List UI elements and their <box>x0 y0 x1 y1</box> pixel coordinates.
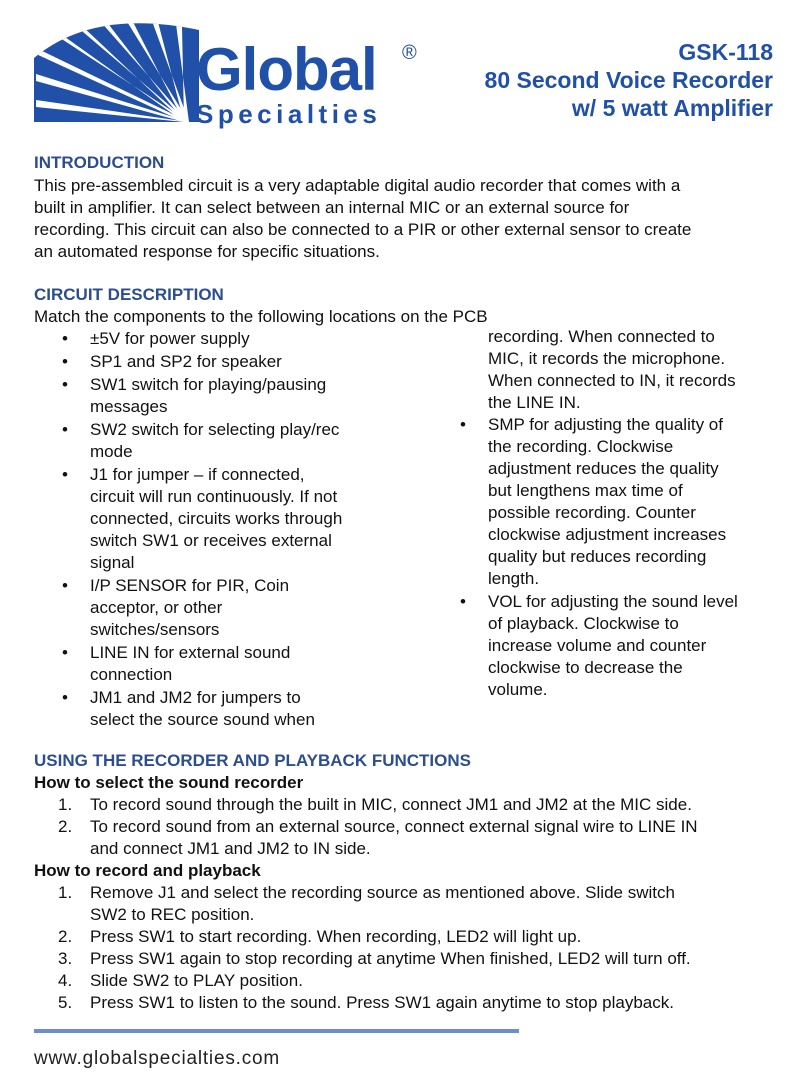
bullet: • <box>62 643 68 662</box>
usage-heading: USING THE RECORDER AND PLAYBACK FUNCTIONS <box>34 751 471 770</box>
bullet: • <box>62 352 68 371</box>
list-item: 2. To record sound from an external source, connect external signal wire to LINE IN and connect JM1 and JM2 to IN side. <box>58 817 698 858</box>
list-item: • SMP for adjusting the quality of the recording. Clockwise adjustment reduces the quality but lengthens max time of possible recording. Counter clockwise adjustment increases quality but reduces recording length. <box>460 415 727 588</box>
list-item: 4. Slide SW2 to PLAY position. <box>58 971 303 990</box>
list-item: • ±5V for power supply <box>62 329 250 348</box>
introduction-line: an automated response for specific situations. <box>34 242 380 261</box>
select-steps-list <box>58 794 788 860</box>
introduction-line: built in amplifier. It can select between an internal MIC or an external source for <box>34 198 630 217</box>
record-steps-list <box>58 882 788 1014</box>
bullet: • <box>62 375 68 394</box>
list-item: 2. Press SW1 to start recording. When recording, LED2 will light up. <box>58 927 582 946</box>
brand-logo <box>34 18 424 128</box>
list-item: 1. To record sound through the built in MIC, connect JM1 and JM2 at the MIC side. <box>58 795 692 814</box>
record-playback-heading: How to record and playback <box>34 861 261 880</box>
registered-mark: ® <box>402 42 417 64</box>
model-number: GSK-118 <box>678 39 773 65</box>
bullet: • <box>460 415 466 434</box>
footer-divider <box>34 1029 519 1033</box>
introduction-heading: INTRODUCTION <box>34 153 165 172</box>
bullet: • <box>62 688 68 707</box>
product-title: 80 Second Voice Recorder <box>484 67 773 93</box>
list-item: 3. Press SW1 again to stop recording at anytime When finished, LED2 will turn off. <box>58 949 691 968</box>
list-continuation: recording. When connected to MIC, it records the microphone. When connected to IN, it records the LINE IN. <box>488 327 736 412</box>
list-item: • J1 for jumper – if connected, circuit will run continuously. If not connected, circuits works through switch SW1 or receives external signal <box>62 465 343 572</box>
list-item: • JM1 and JM2 for jumpers to select the source sound when <box>62 688 315 729</box>
bullet: • <box>62 329 68 348</box>
footer-url[interactable]: www.globalspecialties.com <box>34 1048 280 1069</box>
select-recorder-heading: How to select the sound recorder <box>34 773 304 792</box>
bullet: • <box>62 576 68 595</box>
component-list-right <box>460 414 790 702</box>
sunburst-globe-icon <box>34 18 199 122</box>
bullet: • <box>62 420 68 439</box>
list-item: • SW1 switch for playing/pausing messages <box>62 375 327 416</box>
list-item: • VOL for adjusting the sound level of playback. Clockwise to increase volume and counter clockwise to decrease the volume. <box>460 592 738 699</box>
component-list-left <box>62 328 402 732</box>
bullet: • <box>460 592 466 611</box>
circuit-heading: CIRCUIT DESCRIPTION <box>34 285 224 304</box>
introduction-line: This pre-assembled circuit is a very adaptable digital audio recorder that comes with a <box>34 176 681 195</box>
list-item: 5. Press SW1 to listen to the sound. Press SW1 again anytime to stop playback. <box>58 993 674 1012</box>
bullet: • <box>62 465 68 484</box>
brand-tagline: Specialties <box>196 99 382 129</box>
list-item: • SP1 and SP2 for speaker <box>62 352 282 371</box>
product-subtitle: w/ 5 watt Amplifier <box>571 95 773 121</box>
introduction-line: recording. This circuit can also be connected to a PIR or other external sensor to create <box>34 220 692 239</box>
list-item: 1. Remove J1 and select the recording source as mentioned above. Slide switch SW2 to REC position. <box>58 883 675 924</box>
list-item: • SW2 switch for selecting play/rec mode <box>62 420 340 461</box>
brand-name: Global <box>196 36 377 103</box>
list-item: • I/P SENSOR for PIR, Coin acceptor, or other switches/sensors <box>62 576 290 639</box>
list-item: • LINE IN for external sound connection <box>62 643 291 684</box>
circuit-intro: Match the components to the following locations on the PCB <box>34 307 488 326</box>
document-title-block <box>485 38 773 122</box>
introduction-body <box>34 175 784 263</box>
